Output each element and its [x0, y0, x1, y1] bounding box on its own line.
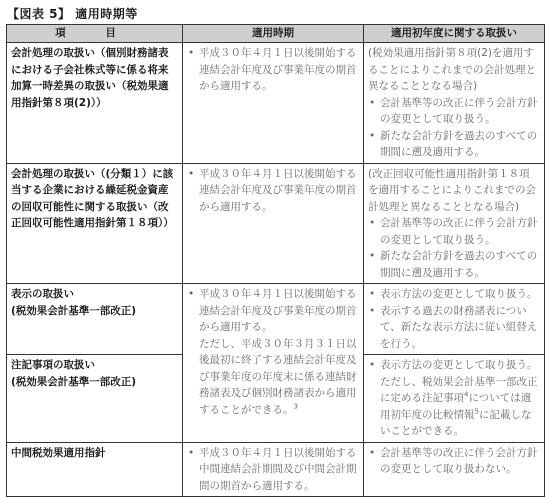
row1-first-year [364, 43, 545, 164]
row2-first-year-note: (改正回収可能性適用指針第１８項を適用することによりこれまでの会計処理と異なることとなる場合) [368, 167, 536, 213]
figure-caption: 【図表 5】 適用時期等 [7, 7, 138, 21]
header-first-year: 適用初年度に関する取扱い [364, 25, 545, 43]
row3-first-year-bullet [368, 303, 540, 353]
row5-timing-bullet: • 平成３０年４月１日以後開始する中間連結会計期間及び中間会計期間の期首から適用する。 [187, 445, 359, 495]
row3-first-year [364, 284, 545, 355]
row3-item [7, 284, 183, 355]
row1-item: 会計処理の取扱い（個別財務諸表における子会社株式等に係る将来加算一時差異の取扱い（税効果適用指針第８項(2)）） [7, 43, 183, 164]
row4-first-year-bullet: • 表示方法の変更として取り扱う。 [368, 357, 540, 374]
row5-timing [183, 442, 364, 497]
row5-first-year [364, 442, 545, 497]
row3-first-year-bullet2-text: 新たな表示方法に従い組替えを行う。 [380, 321, 538, 350]
row4-proviso-a: ただし、税効果会計基準一部改正に定める注記事項 [380, 375, 538, 404]
row3-item-title: 表示の取扱い [11, 288, 74, 300]
table-row [7, 284, 545, 355]
row5-item: 中間税効果適用指針 [7, 442, 183, 497]
row4-item [7, 355, 183, 443]
header-timing: 適用時期 [183, 25, 364, 43]
table-row [7, 163, 545, 284]
row3-4-timing [183, 284, 364, 443]
row4-first-year-proviso [368, 374, 540, 440]
table-row [7, 442, 545, 497]
row2-timing-bullet: • 平成３０年４月１日以後開始する連結会計年度及び事業年度の期首から適用する。 [187, 166, 359, 216]
row2-first-year [364, 163, 545, 284]
header-row [7, 25, 545, 43]
footnote-5: 5 [474, 407, 479, 415]
row4-item-sub: (税効果会計基準一部改正) [11, 375, 137, 388]
row2-first-year-bullet: • 新たな会計方針を過去のすべての期間に遡及適用する。 [368, 248, 540, 281]
row4-first-year [364, 355, 545, 443]
row1-first-year-bullet: • 新たな会計方針を過去のすべての期間に遡及適用する。 [368, 128, 540, 161]
header-item: 項 目 [7, 25, 183, 43]
row3-timing-proviso [187, 336, 359, 419]
row3-first-year-bullet2-prefix: 表示する過去の財務諸表について、 [380, 304, 527, 333]
row3-timing-bullet: • 平成３０年４月１日以後開始する連結会計年度及び事業年度の期首から適用する。 [187, 286, 359, 336]
row1-first-year-note: (税効果適用指針第８項(2)を適用することによりこれまでの会計処理と異なることとなる場合) [368, 47, 536, 92]
row3-first-year-bullet: • 表示方法の変更として取り扱う。 [368, 286, 540, 303]
application-timing-table [6, 24, 545, 497]
table-row [7, 43, 545, 164]
row4-proviso-c: に記載しないことができる。 [380, 408, 532, 437]
row1-first-year-bullet: • 会計基準等の改正に伴う会計方針の変更として取り扱う。 [368, 95, 540, 128]
row2-timing [183, 163, 364, 284]
row3-timing-proviso-text: ただし、平成３０年３月３１日以後最初に終了する連結会計年度及び事業年度の年度末に係る連結財務諸表及び個別財務諸表から適用することができる。 [199, 337, 357, 416]
row2-item: 会計処理の取扱い（(分類１）に該当する企業における繰延税金資産の回収可能性に関する取扱い（改正回収可能性適用指針第１８項）） [7, 163, 183, 284]
row3-item-sub: (税効果会計基準一部改正) [11, 304, 137, 317]
row5-first-year-bullet: • 会計基準等の改正に伴う会計方針の変更として取り扱わない。 [368, 445, 540, 478]
footnote-4: 4 [464, 390, 469, 399]
row1-timing-bullet: • 平成３０年４月１日以後開始する連結会計年度及び事業年度の期首から適用する。 [187, 45, 359, 95]
row2-first-year-bullet: • 会計基準等の改正に伴う会計方針の変更として取り扱う。 [368, 215, 540, 248]
row4-item-title: 注記事項の取扱い [11, 359, 95, 371]
footnote-3: 3 [293, 402, 298, 410]
row4-proviso-b: については適用初年度の比較情報 [380, 392, 532, 421]
row1-timing [183, 43, 364, 164]
